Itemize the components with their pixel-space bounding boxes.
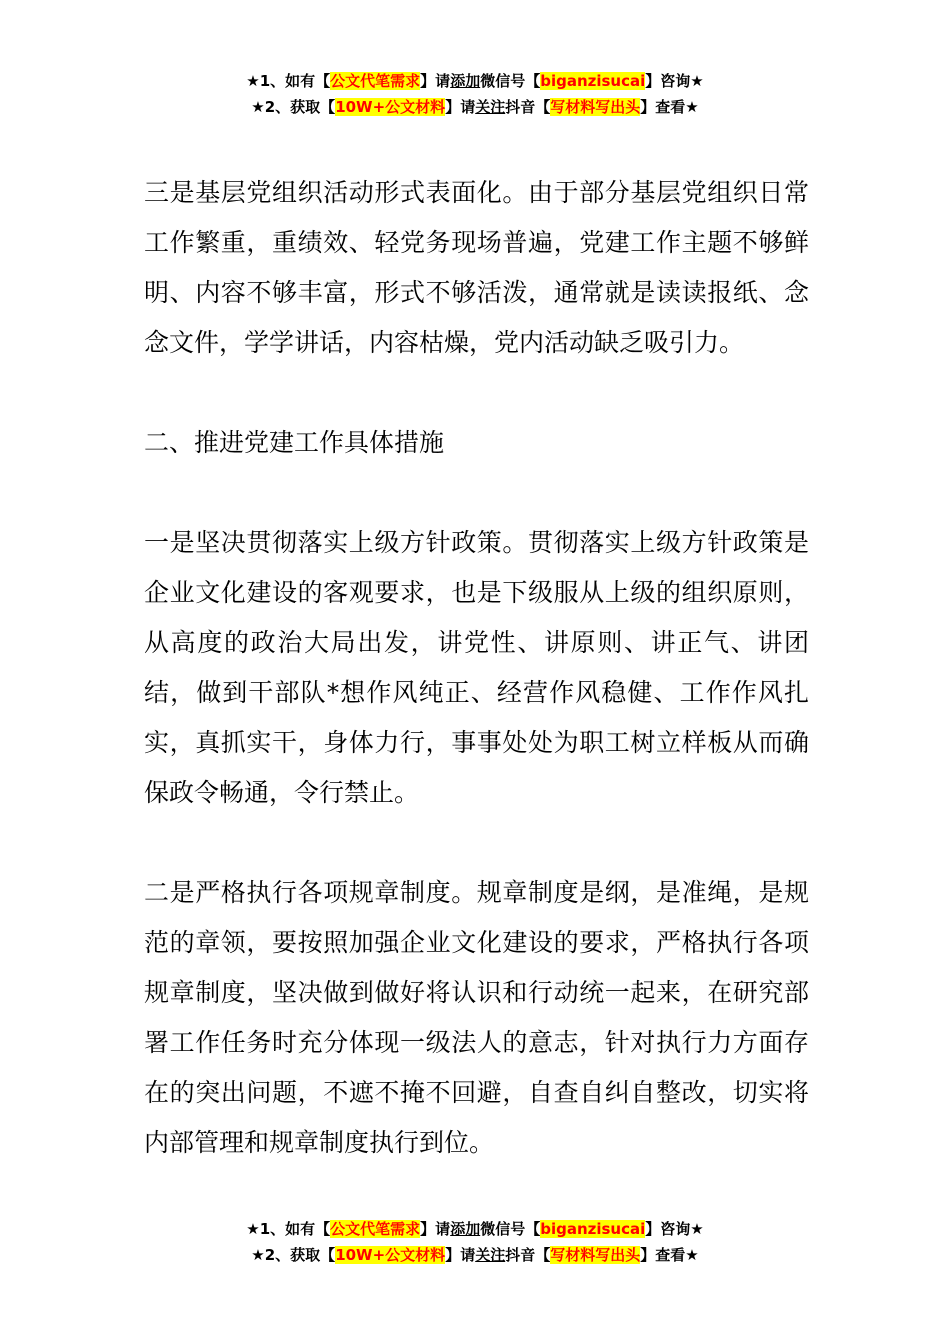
banner-text: 】请 [445, 98, 476, 116]
section-heading: 二、推进党建工作具体措施 [144, 428, 445, 457]
banner-line-1 [0, 68, 950, 94]
banner-text: ★1、如有【 [246, 72, 331, 90]
highlight-douyin-account: 写材料写出头 [550, 98, 641, 116]
banner-text: 】请 [420, 72, 451, 90]
underlined-add: 添加 [450, 1220, 481, 1238]
banner-line-1 [0, 1216, 950, 1242]
document-body [144, 168, 809, 1168]
underlined-follow: 关注 [475, 98, 506, 116]
banner-text: ★2、获取【 [251, 98, 336, 116]
banner-text: 】查看★ [640, 1246, 699, 1264]
banner-line-2 [0, 1242, 950, 1268]
banner-text: 抖音【 [505, 1246, 551, 1264]
banner-text: 】咨询★ [645, 72, 704, 90]
banner-text: 】查看★ [640, 98, 699, 116]
banner-text: ★1、如有【 [246, 1220, 331, 1238]
header-banner [0, 68, 950, 120]
underlined-add: 添加 [450, 72, 481, 90]
highlight-service: 公文代笔需求 [330, 1220, 421, 1238]
paragraph-first-measure: 一是坚决贯彻落实上级方针政策。贯彻落实上级方针政策是企业文化建设的客观要求，也是下级服从上级的组织原则，从高度的政治大局出发，讲党性、讲原则、讲正气、讲团结，做到干部队*想作风纯正、经营作风稳健、工作作风扎实，真抓实干，身体力行，事事处处为职工树立样板从而确保政令畅通，令行禁止。 [144, 528, 809, 807]
highlight-service: 公文代笔需求 [330, 72, 421, 90]
banner-line-2 [0, 94, 950, 120]
banner-text: 抖音【 [505, 98, 551, 116]
banner-text: 微信号【 [480, 72, 541, 90]
banner-text: ★2、获取【 [251, 1246, 336, 1264]
highlight-wechat-id: biganzisucai [540, 1220, 646, 1238]
banner-text: 】请 [445, 1246, 476, 1264]
highlight-wechat-id: biganzisucai [540, 72, 646, 90]
highlight-douyin-account: 写材料写出头 [550, 1246, 641, 1264]
banner-text: 】请 [420, 1220, 451, 1238]
highlight-materials: 10W+公文材料 [335, 98, 446, 116]
paragraph-second-measure: 二是严格执行各项规章制度。规章制度是纲，是准绳，是规范的章领，要按照加强企业文化建设的要求，严格执行各项规章制度，坚决做到做好将认识和行动统一起来，在研究部署工作任务时充分体现一级法人的意志，针对执行力方面存在的突出问题，不遮不掩不回避，自查自纠自整改，切实将内部管理和规章制度执行到位。 [144, 878, 809, 1157]
highlight-materials: 10W+公文材料 [335, 1246, 446, 1264]
banner-text: 】咨询★ [645, 1220, 704, 1238]
underlined-follow: 关注 [475, 1246, 506, 1264]
footer-banner [0, 1216, 950, 1268]
paragraph-third-point: 三是基层党组织活动形式表面化。由于部分基层党组织日常工作繁重，重绩效、轻党务现场普遍，党建工作主题不够鲜明、内容不够丰富，形式不够活泼，通常就是读读报纸、念念文件，学学讲话，内容枯燥，党内活动缺乏吸引力。 [144, 178, 809, 357]
banner-text: 微信号【 [480, 1220, 541, 1238]
